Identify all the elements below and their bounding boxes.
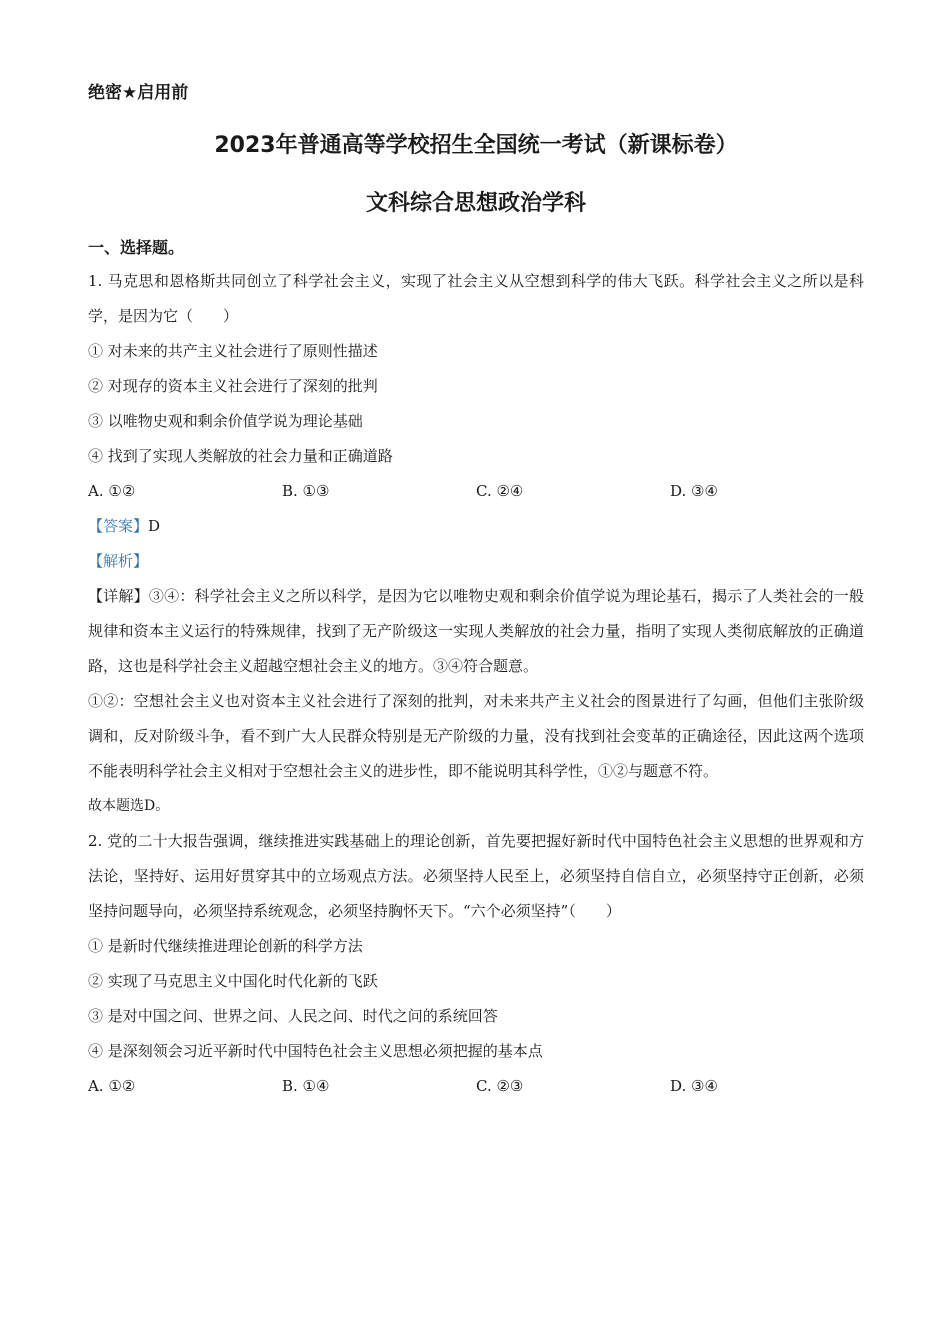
conclusion: 故本题选D。 (88, 798, 170, 814)
option-d: D. ③④ (670, 482, 718, 500)
statement-3: ③ 是对中国之问、世界之问、人民之问、时代之问的系统回答 (88, 1007, 498, 1025)
answer-tag: 【答案】 (88, 517, 149, 535)
statement-2: ② 对现存的资本主义社会进行了深刻的批判 (88, 377, 378, 395)
analysis-tag: 【解析】 (88, 552, 149, 570)
statement-4: ④ 找到了实现人类解放的社会力量和正确道路 (88, 447, 393, 465)
statement-1: ① 是新时代继续推进理论创新的科学方法 (88, 937, 363, 955)
options-row (88, 1069, 864, 1104)
question-1 (88, 264, 864, 824)
option-d: D. ③④ (670, 1077, 718, 1095)
exam-title: 2023年普通高等学校招生全国统一考试（新课标卷） (214, 133, 738, 158)
analysis-detail-2: ①②：空想社会主义也对资本主义社会进行了深刻的批判，对未来共产主义社会的图景进行了勾画，但他们主张阶级调和，反对阶级斗争，看不到广大人民群众特别是无产阶级的力量，没有找到社会变革的正确途径，因此这两个选项不能表明科学社会主义相对于空想社会主义的进步性，即不能说明其科学性，①②与题意不符。 (88, 692, 864, 780)
answer-value: D (148, 517, 161, 535)
statement-2: ② 实现了马克思主义中国化时代化新的飞跃 (88, 972, 378, 990)
statement-3: ③ 以唯物史观和剩余价值学说为理论基础 (88, 412, 363, 430)
options-row (88, 474, 864, 509)
question-stem: 2. 党的二十大报告强调，继续推进实践基础上的理论创新，首先要把握好新时代中国特色社会主义思想的世界观和方法论，坚持好、运用好贯穿其中的立场观点方法。必须坚持人民至上，必须坚持自信自立，必须坚持守正创新，必须坚持问题导向，必须坚持系统观念，必须坚持胸怀天下。“六个必须坚持”（ ） (88, 832, 864, 920)
section-title: 一、选择题。 (88, 238, 185, 257)
statement-1: ① 对未来的共产主义社会进行了原则性描述 (88, 342, 378, 360)
secret-label: 绝密★启用前 (88, 83, 189, 103)
option-a: A. ①② (88, 1077, 136, 1095)
option-c: C. ②③ (476, 1077, 524, 1095)
analysis-line (88, 544, 864, 579)
analysis-detail-1: 【详解】③④：科学社会主义之所以科学，是因为它以唯物史观和剩余价值学说为理论基石，揭示了人类社会的一般规律和资本主义运行的特殊规律，找到了无产阶级这一实现人类解放的社会力量，指明了实现人类彻底解放的正确道路，这也是科学社会主义超越空想社会主义的地方。③④符合题意。 (88, 587, 864, 675)
option-b: B. ①④ (282, 1077, 330, 1095)
question-2 (88, 824, 864, 1104)
answer-line (88, 509, 864, 544)
option-c: C. ②④ (476, 482, 524, 500)
exam-page (88, 78, 864, 1104)
option-a: A. ①② (88, 482, 136, 500)
question-stem: 1. 马克思和恩格斯共同创立了科学社会主义，实现了社会主义从空想到科学的伟大飞跃。科学社会主义之所以是科学，是因为它（ ） (88, 272, 864, 325)
option-b: B. ①③ (282, 482, 330, 500)
statement-4: ④ 是深刻领会习近平新时代中国特色社会主义思想必须把握的基本点 (88, 1042, 543, 1060)
exam-subtitle: 文科综合思想政治学科 (365, 191, 586, 216)
